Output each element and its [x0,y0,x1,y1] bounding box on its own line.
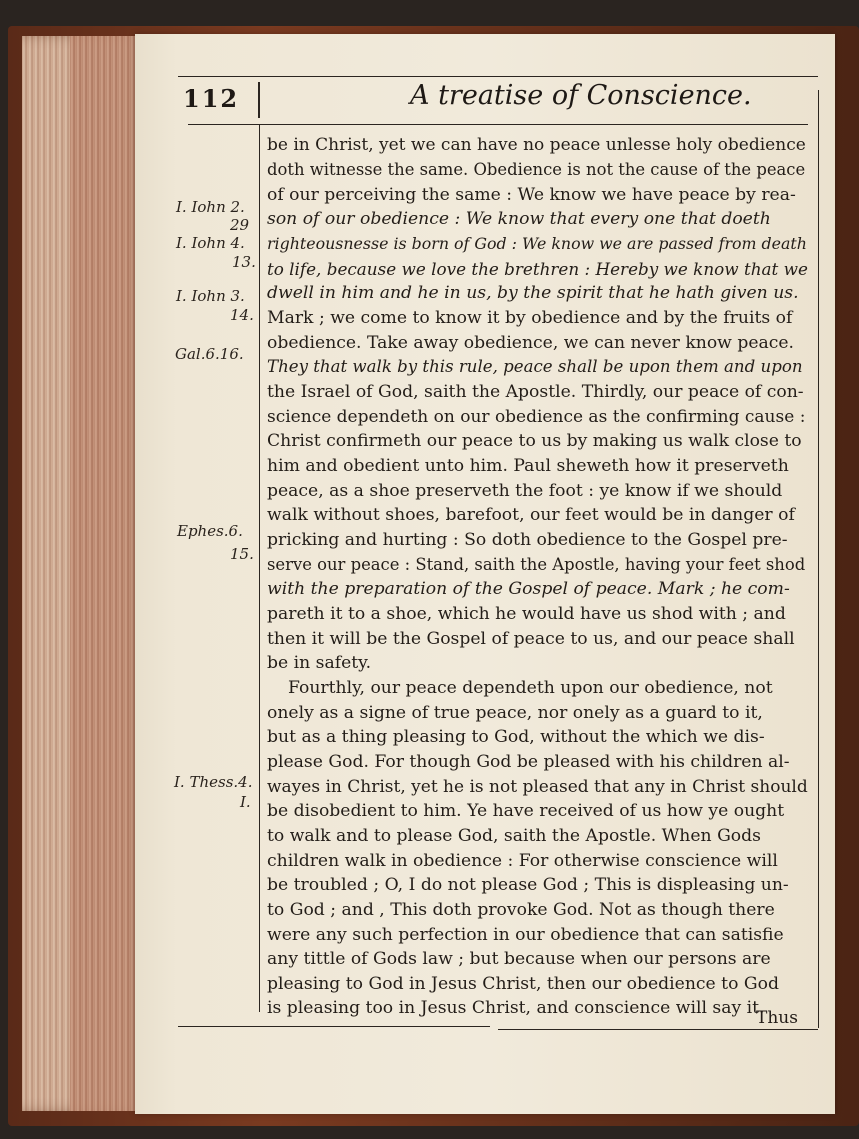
right-frame-line [818,90,819,1028]
bottom-rule-left [178,1026,490,1027]
text-line: Mark ; we come to know it by obedience and by the fruits of [267,308,793,328]
text-line: wayes in Christ, yet he is not pleased that any in Christ should [267,777,808,797]
text-line: were any such perfection in our obedience that can satisfie [267,925,784,945]
text-line: be in Christ, yet we can have no peace unlesse holy obedience [267,135,806,155]
text-line: then it will be the Gospel of peace to us, and our peace shall [267,629,795,649]
margin-note: Ephes.6. [177,522,243,540]
text-line: righteousnesse is born of God : We know we are passed from death [267,234,807,253]
margin-note: 15. [230,545,254,563]
text-line: obedience. Take away obedience, we can never know peace. [267,333,795,353]
text-line: to walk and to please God, saith the Apostle. When Gods [267,826,761,846]
running-title: A treatise of Conscience. [410,80,752,111]
catchword: Thus [756,1008,798,1028]
margin-note: I. Iohn 4. [176,234,245,252]
margin-note: Gal.6.16. [175,345,244,363]
text-line: pleasing to God in Jesus Christ, then our obedience to God [267,974,779,994]
text-line: is pleasing too in Jesus Christ, and conscience will say it. [267,998,765,1018]
text-line: peace, as a shoe preserveth the foot : ye know if we should [267,481,783,501]
margin-note: I. [240,793,251,811]
margin-note: 14. [230,306,254,324]
margin-note: 13. [232,253,256,271]
text-line: pricking and hurting : So doth obedience to the Gospel pre- [267,530,788,550]
margin-note: I. Thess.4. [174,773,253,791]
margin-note: I. Iohn 2. [176,198,245,216]
text-line: of our perceiving the same : We know we have peace by rea- [267,185,796,205]
text-line: son of our obedience : We know that every one that doeth [267,209,771,229]
text-line: They that walk by this rule, peace shall be upon them and upon [267,357,803,376]
bottom-rule-right [498,1029,818,1030]
text-line: but as a thing pleasing to God, without the which we dis- [267,727,765,747]
text-line: Christ confirmeth our peace to us by making us walk close to [267,431,802,451]
text-line: the Israel of God, saith the Apostle. Thirdly, our peace of con- [267,382,804,402]
text-line: to life, because we love the brethren : Hereby we know that we [267,259,808,279]
page-number: 112 [183,84,240,113]
text-line: him and obedient unto him. Paul sheweth how it preserveth [267,456,789,476]
text-line: with the preparation of the Gospel of peace. Mark ; he com- [267,579,790,599]
text-line: be troubled ; O, I do not please God ; This is displeasing un- [267,875,789,895]
text-line: onely as a signe of true peace, nor onely as a guard to it, [267,703,763,723]
text-line: to God ; and , This doth provoke God. Not as though there [267,900,775,920]
text-line: children walk in obedience : For otherwise conscience will [267,851,778,871]
header-divider [258,82,260,118]
text-line: doth witnesse the same. Obedience is not the cause of the peace [267,160,806,179]
top-rule [178,76,818,77]
margin-note: I. Iohn 3. [176,287,245,305]
text-line: please God. For though God be pleased with his children al- [267,752,790,772]
text-line: serve our peace : Stand, saith the Apostle, having your feet shod [267,555,806,574]
text-line: any tittle of Gods law ; but because when our persons are [267,949,771,969]
text-line: pareth it to a shoe, which he would have us shod with ; and [267,604,786,624]
page-edges-inner [70,36,140,1111]
text-line: science dependeth on our obedience as the confirming cause : [267,407,806,427]
margin-column-line [259,124,260,1012]
text-line: walk without shoes, barefoot, our feet would be in danger of [267,505,795,525]
margin-note: 29 [230,216,250,234]
text-line: dwell in him and he in us, by the spirit that he hath given us. [267,283,799,303]
text-line: be disobedient to him. Ye have received of us how ye ought [267,801,785,821]
text-line: Fourthly, our peace dependeth upon our obedience, not [288,678,773,698]
header-rule [188,124,808,125]
text-line: be in safety. [267,653,372,673]
